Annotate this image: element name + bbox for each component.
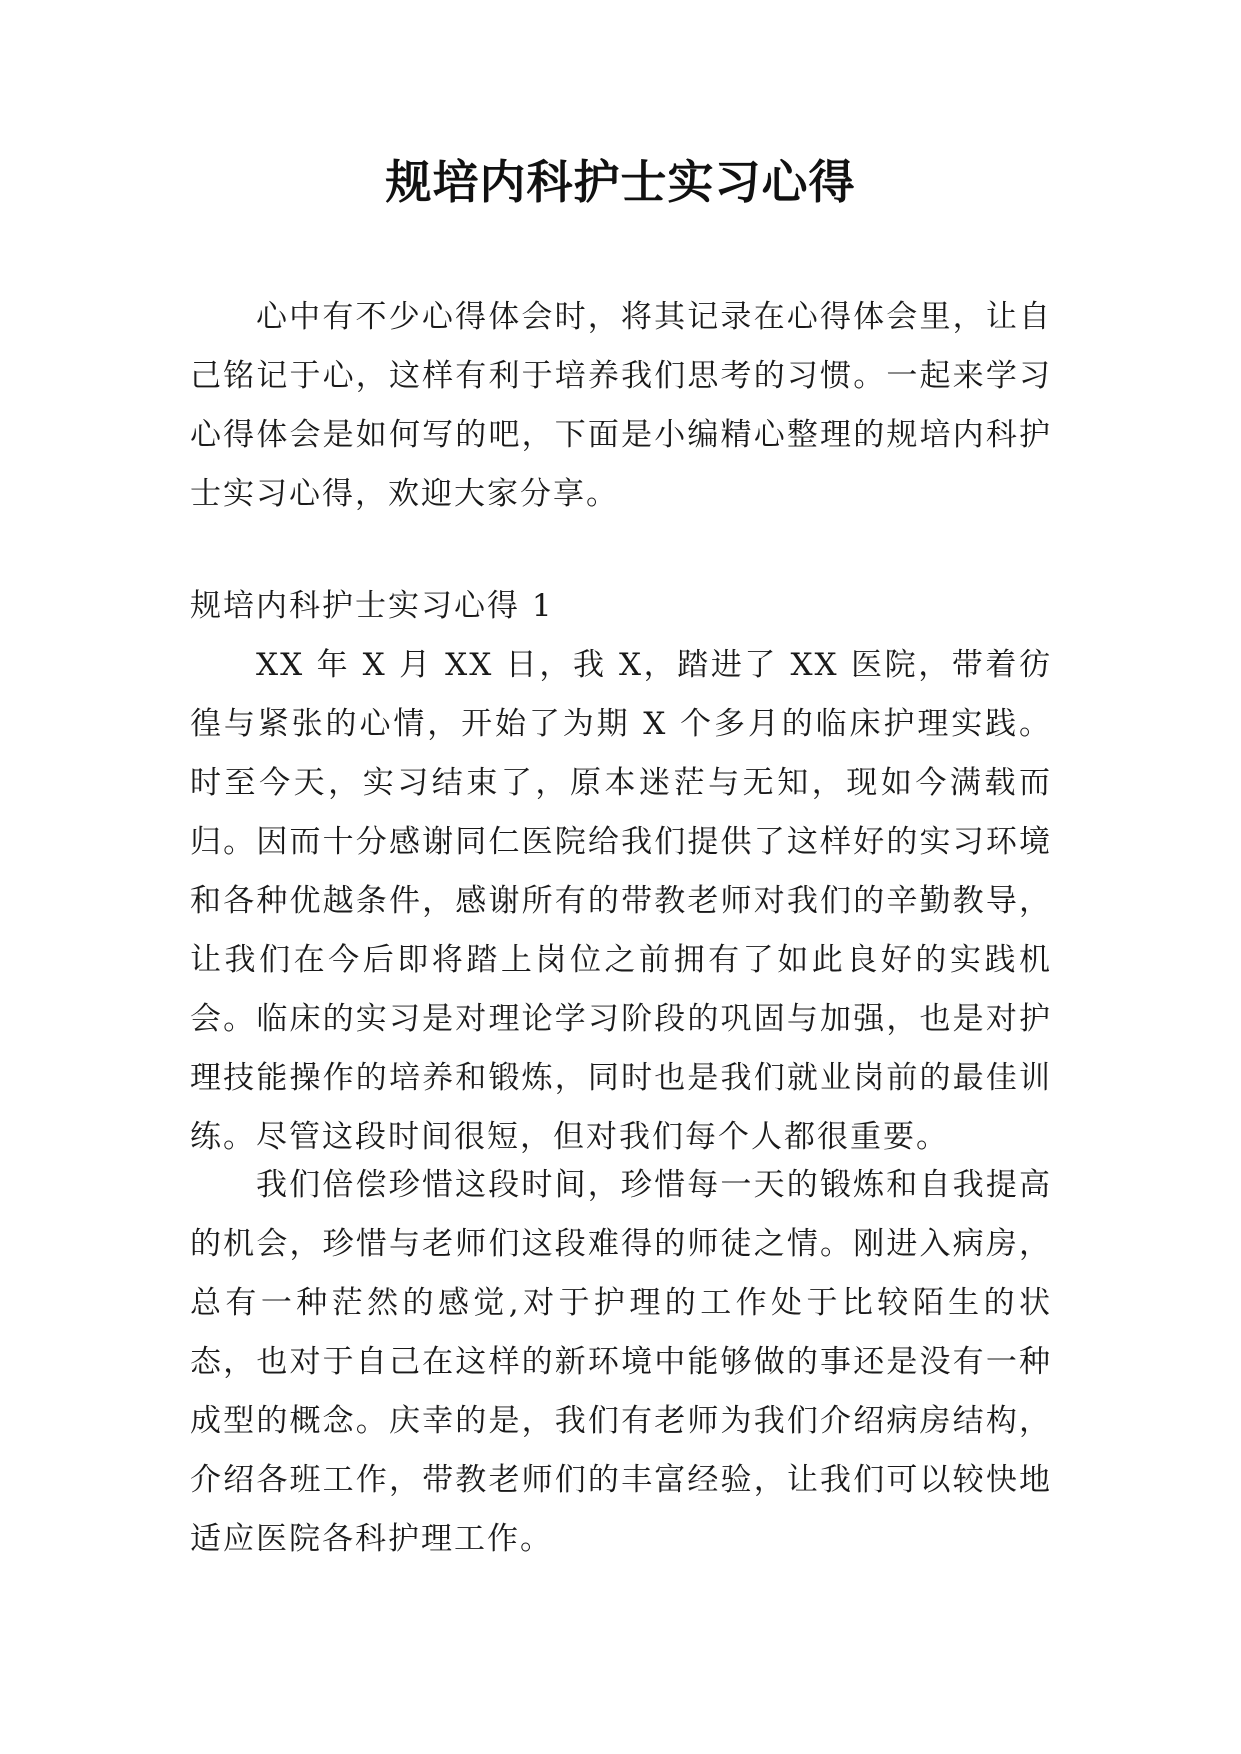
intro-paragraph: 心中有不少心得体会时，将其记录在心得体会里，让自己铭记于心，这样有利于培养我们思考的习惯。一起来学习心得体会是如何写的吧，下面是小编精心整理的规培内科护士实习心得，欢迎大家分享。: [190, 299, 1052, 512]
section-heading: 规培内科护士实习心得 1: [190, 588, 554, 624]
document-title: 规培内科护士实习心得: [385, 155, 856, 209]
body-paragraph: 我们倍偿珍惜这段时间，珍惜每一天的锻炼和自我提高的机会，珍惜与老师们这段难得的师徒之情。刚进入病房，总有一种茫然的感觉,对于护理的工作处于比较陌生的状态，也对于自己在这样的新环境中能够做的事还是没有一种成型的概念。庆幸的是，我们有老师为我们介绍病房结构，介绍各班工作，带教老师们的丰富经验，让我们可以较快地适应医院各科护理工作。: [190, 1167, 1052, 1557]
body-paragraph: XX 年 X 月 XX 日，我 X，踏进了 XX 医院，带着彷徨与紧张的心情，开始了为期 X 个多月的临床护理实践。时至今天，实习结束了，原本迷茫与无知，现如今满载而归。因而十分感谢同仁医院给我们提供了这样好的实习环境和各种优越条件，感谢所有的带教老师对我们的辛勤教导，让我们在今后即将踏上岗位之前拥有了如此良好的实践机会。临床的实习是对理论学习阶段的巩固与加强，也是对护理技能操作的培养和锻炼，同时也是我们就业岗前的最佳训练。尽管这段时间很短，但对我们每个人都很重要。: [190, 647, 1052, 1155]
